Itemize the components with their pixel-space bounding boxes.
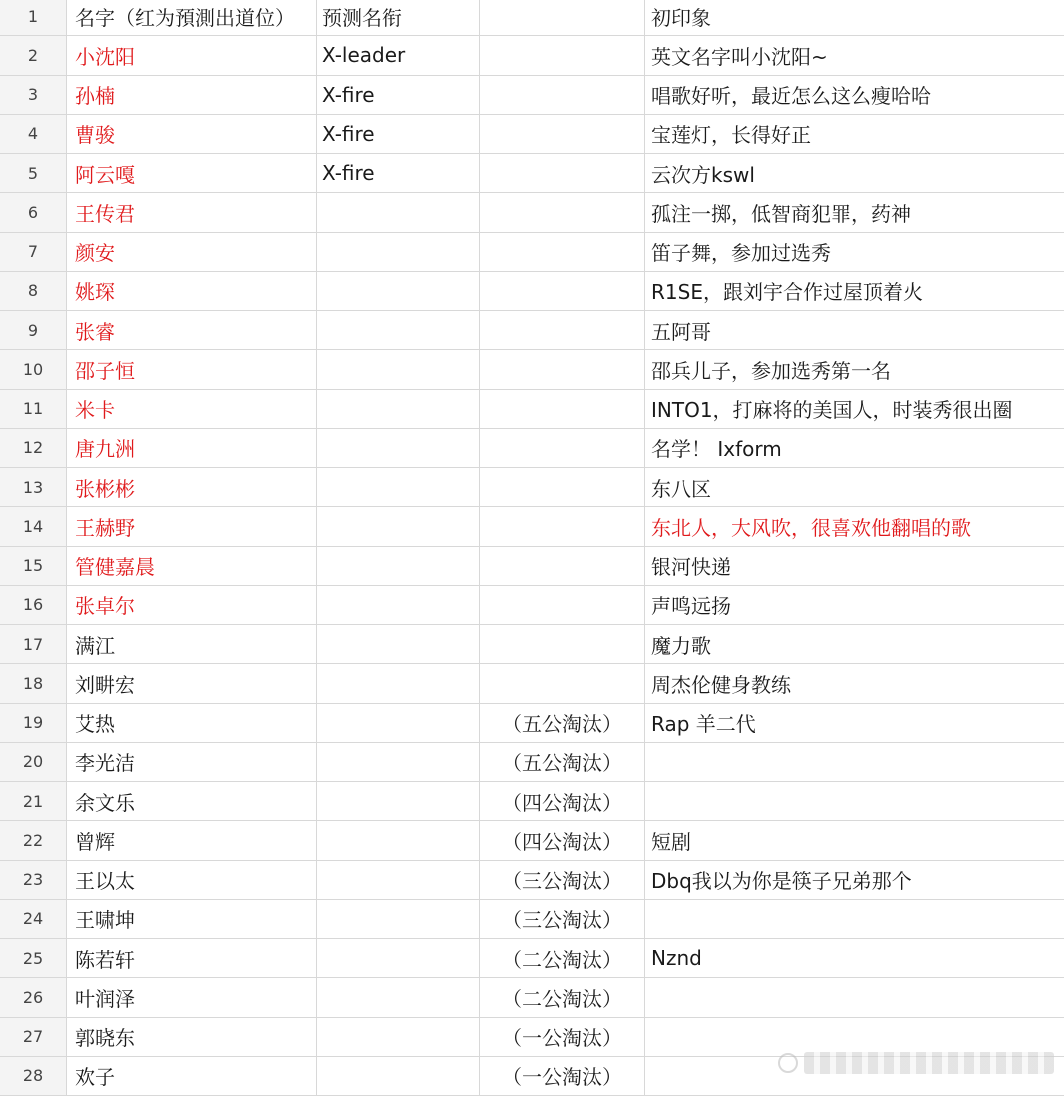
row-number[interactable]: 12 [0,429,67,467]
eliminated-cell[interactable] [480,76,645,114]
name-cell[interactable]: 张睿 [67,311,317,349]
impression-cell[interactable] [645,782,1064,820]
table-row [0,547,1064,586]
name-cell[interactable]: 王以太 [67,861,317,899]
watermark-bar [804,1052,1054,1074]
eliminated-cell[interactable]: （三公淘汰） [480,861,645,899]
impression-cell[interactable]: 云次方kswl [651,162,755,187]
header-name[interactable]: 名字（红为預測出道位） [67,0,317,35]
position-cell[interactable] [317,390,480,428]
name-cell[interactable]: 满江 [67,625,317,663]
impression-cell[interactable]: 唱歌好听，最近怎么这么瘦哈哈 [651,84,931,109]
name-cell[interactable]: 陈若轩 [67,939,317,977]
position-cell[interactable]: X-leader [317,36,480,74]
eliminated-cell[interactable]: （三公淘汰） [480,900,645,938]
table-row [0,704,1064,743]
table-row [0,36,1064,75]
eliminated-cell[interactable] [480,664,645,702]
table-row [0,861,1064,900]
impression-cell[interactable]: Dbq我以为你是筷子兄弟那个 [651,869,912,894]
eliminated-cell[interactable]: （五公淘汰） [480,743,645,781]
name-cell[interactable]: 唐九洲 [67,429,317,467]
eliminated-cell[interactable]: （四公淘汰） [480,782,645,820]
eliminated-cell[interactable] [480,586,645,624]
row-number[interactable]: 26 [0,978,67,1016]
table-row [0,586,1064,625]
name-cell[interactable]: 米卡 [67,390,317,428]
row-number[interactable]: 7 [0,233,67,271]
table-row [0,311,1064,350]
eliminated-cell[interactable] [480,350,645,388]
table-row [0,625,1064,664]
name-cell[interactable]: 艾热 [67,704,317,742]
table-row [0,507,1064,546]
name-cell[interactable]: 姚琛 [67,272,317,310]
eliminated-cell[interactable] [480,154,645,192]
watermark-logo-icon [778,1053,798,1073]
eliminated-cell[interactable]: （二公淘汰） [480,978,645,1016]
position-cell[interactable] [317,782,480,820]
name-cell[interactable]: 小沈阳 [67,36,317,74]
header-eliminated[interactable] [480,0,645,35]
position-cell[interactable] [317,586,480,624]
name-cell[interactable]: 曹骏 [67,115,317,153]
name-cell[interactable]: 李光洁 [67,743,317,781]
row-number[interactable]: 17 [0,625,67,663]
name-cell[interactable]: 阿云嘎 [67,154,317,192]
table-row [0,429,1064,468]
position-cell[interactable] [317,704,480,742]
position-cell[interactable]: X-fire [317,115,480,153]
eliminated-cell[interactable]: （二公淘汰） [480,939,645,977]
position-cell[interactable] [317,625,480,663]
position-cell[interactable] [317,861,480,899]
table-row [0,390,1064,429]
table-row [0,350,1064,389]
name-cell[interactable]: 张卓尔 [67,586,317,624]
row-number[interactable]: 8 [0,272,67,310]
position-cell[interactable] [317,1057,480,1095]
impression-cell[interactable]: 英文名字叫小沈阳~ [651,44,828,69]
eliminated-cell[interactable] [480,625,645,663]
position-cell[interactable] [317,193,480,231]
impression-cell[interactable] [645,900,1064,938]
row-number[interactable]: 10 [0,350,67,388]
position-cell[interactable] [317,664,480,702]
impression-cell[interactable]: Rap 羊二代 [651,712,756,737]
impression-cell[interactable] [645,743,1064,781]
table-row [0,76,1064,115]
impression-cell[interactable]: Nznd [651,946,702,971]
table-row [0,743,1064,782]
name-cell[interactable]: 郭晓东 [67,1018,317,1056]
impression-cell[interactable]: 名学！ Ixform [651,437,782,462]
row-number[interactable]: 6 [0,193,67,231]
position-cell[interactable] [317,233,480,271]
eliminated-cell[interactable] [480,468,645,506]
row-number[interactable]: 19 [0,704,67,742]
row-number[interactable]: 14 [0,507,67,545]
row-number[interactable]: 15 [0,547,67,585]
position-cell[interactable] [317,939,480,977]
position-cell[interactable] [317,743,480,781]
table-row [0,272,1064,311]
position-cell[interactable] [317,468,480,506]
eliminated-cell[interactable] [480,272,645,310]
name-cell[interactable]: 管健嘉晨 [67,547,317,585]
eliminated-cell[interactable] [480,115,645,153]
impression-cell[interactable]: 魔力歌 [651,633,711,658]
eliminated-cell[interactable] [480,36,645,74]
name-cell[interactable]: 颜安 [67,233,317,271]
header-impression[interactable]: 初印象 [651,5,711,30]
row-number[interactable]: 22 [0,821,67,859]
impression-cell[interactable]: 短剧 [651,829,691,854]
table-row [0,978,1064,1017]
name-cell[interactable]: 欢子 [67,1057,317,1095]
name-cell[interactable]: 余文乐 [67,782,317,820]
impression-cell[interactable] [645,978,1064,1016]
impression-cell[interactable] [645,1018,1064,1056]
eliminated-cell[interactable]: （一公淘汰） [480,1057,645,1095]
position-cell[interactable]: X-fire [317,154,480,192]
eliminated-cell[interactable]: （一公淘汰） [480,1018,645,1056]
position-cell[interactable] [317,1018,480,1056]
position-cell[interactable] [317,311,480,349]
row-number[interactable]: 28 [0,1057,67,1095]
name-cell[interactable]: 曾辉 [67,821,317,859]
row-number[interactable]: 4 [0,115,67,153]
row-number[interactable]: 20 [0,743,67,781]
name-cell[interactable]: 王赫野 [67,507,317,545]
watermark [778,1052,1054,1074]
row-number[interactable]: 16 [0,586,67,624]
row-number[interactable]: 3 [0,76,67,114]
name-cell[interactable]: 叶润泽 [67,978,317,1016]
table-row [0,821,1064,860]
position-cell[interactable] [317,978,480,1016]
row-number[interactable]: 13 [0,468,67,506]
impression-cell[interactable]: 宝莲灯，长得好正 [651,123,811,148]
name-cell[interactable]: 刘畊宏 [67,664,317,702]
eliminated-cell[interactable] [480,193,645,231]
row-number[interactable]: 18 [0,664,67,702]
impression-cell[interactable]: 五阿哥 [651,319,711,344]
table-row [0,115,1064,154]
table-row [0,468,1064,507]
row-number[interactable]: 11 [0,390,67,428]
table-row [0,233,1064,272]
row-number[interactable]: 23 [0,861,67,899]
table-row [0,900,1064,939]
eliminated-cell[interactable] [480,547,645,585]
row-number[interactable]: 5 [0,154,67,192]
table-row [0,193,1064,232]
impression-cell[interactable]: 周杰伦健身教练 [651,672,791,697]
name-cell[interactable]: 王啸坤 [67,900,317,938]
table-row [0,154,1064,193]
name-cell[interactable]: 孙楠 [67,76,317,114]
table-row [0,1018,1064,1057]
row-number[interactable]: 21 [0,782,67,820]
header-position[interactable]: 预测名衔 [317,0,480,35]
name-cell[interactable]: 张彬彬 [67,468,317,506]
impression-cell[interactable]: 笛子舞，参加过选秀 [651,241,831,266]
impression-cell[interactable]: 银河快递 [651,555,731,580]
impression-cell[interactable]: INTO1，打麻将的美国人，时装秀很出圈 [651,398,1013,423]
row-number[interactable]: 2 [0,36,67,74]
impression-cell[interactable]: 邵兵儿子，参加选秀第一名 [651,358,891,383]
position-cell[interactable] [317,900,480,938]
position-cell[interactable]: X-fire [317,76,480,114]
position-cell[interactable] [317,507,480,545]
position-cell[interactable] [317,272,480,310]
position-cell[interactable] [317,429,480,467]
row-number[interactable]: 27 [0,1018,67,1056]
impression-cell[interactable]: R1SE，跟刘宇合作过屋顶着火 [651,280,923,305]
position-cell[interactable] [317,821,480,859]
table-row [0,939,1064,978]
eliminated-cell[interactable]: （四公淘汰） [480,821,645,859]
name-cell[interactable]: 王传君 [67,193,317,231]
name-cell[interactable]: 邵子恒 [67,350,317,388]
row-number[interactable]: 24 [0,900,67,938]
row-number[interactable]: 1 [0,0,67,35]
header-row [0,0,1064,36]
eliminated-cell[interactable] [480,311,645,349]
impression-cell[interactable]: 孤注一掷，低智商犯罪，药神 [651,201,911,226]
row-number[interactable]: 9 [0,311,67,349]
table-row [0,664,1064,703]
impression-cell[interactable]: 东八区 [651,476,711,501]
table-body [0,36,1064,1096]
eliminated-cell[interactable] [480,429,645,467]
eliminated-cell[interactable]: （五公淘汰） [480,704,645,742]
eliminated-cell[interactable] [480,233,645,271]
position-cell[interactable] [317,547,480,585]
impression-cell[interactable]: 声鸣远扬 [651,594,731,619]
table-row [0,782,1064,821]
row-number[interactable]: 25 [0,939,67,977]
eliminated-cell[interactable] [480,507,645,545]
impression-cell[interactable]: 东北人，大风吹，很喜欢他翻唱的歌 [651,515,971,540]
position-cell[interactable] [317,350,480,388]
eliminated-cell[interactable] [480,390,645,428]
